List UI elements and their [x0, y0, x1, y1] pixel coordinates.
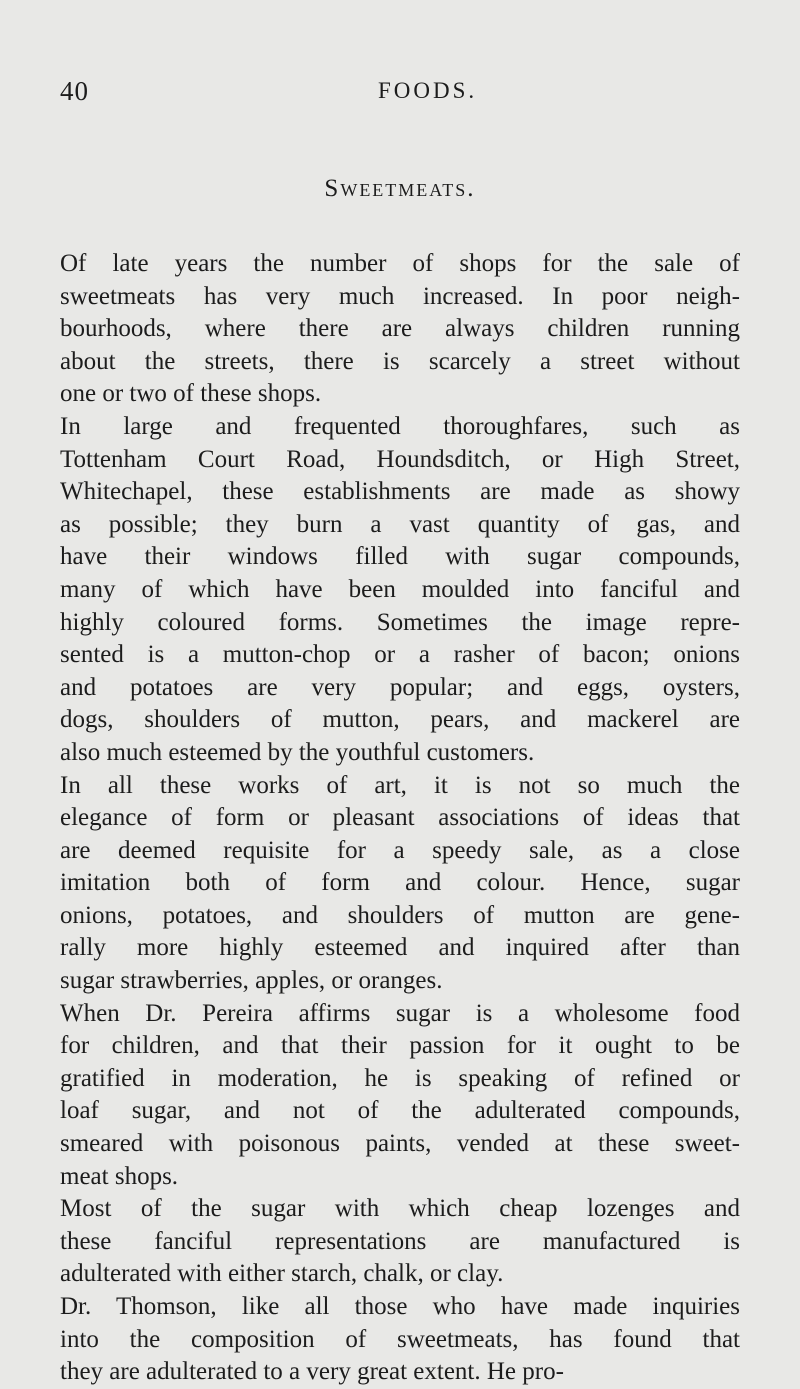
text-line: Most of the sugar with which cheap lozenges and — [60, 1195, 740, 1223]
text-line: adulterated with either starch, chalk, or clay. — [60, 1260, 504, 1288]
text-line: they are adulterated to a very great extent. He pro- — [60, 1358, 564, 1386]
paragraph — [60, 1193, 740, 1291]
text-line: gratified in moderation, he is speaking of refined or — [60, 1064, 740, 1092]
text-line: loaf sugar, and not of the adulterated compounds, — [60, 1097, 740, 1125]
text-line: elegance of form or pleasant associations of ideas that — [60, 804, 740, 832]
text-line: highly coloured forms. Sometimes the image repre- — [60, 608, 740, 636]
text-line: dogs, shoulders of mutton, pears, and mackerel are — [60, 706, 740, 734]
text-line: into the composition of sweetmeats, has found that — [60, 1325, 740, 1353]
paragraph — [60, 248, 740, 411]
page-number: 40 — [60, 76, 89, 106]
text-line: sented is a mutton-chop or a rasher of bacon; onions — [60, 641, 740, 669]
paragraph — [60, 770, 740, 998]
text-line: Tottenham Court Road, Houndsditch, or High Street, — [60, 445, 740, 473]
text-line: smeared with poisonous paints, vended at these sweet- — [60, 1130, 740, 1158]
text-line: sweetmeats has very much increased. In poor neigh- — [60, 282, 740, 310]
section-title: Sweetmeats. — [324, 175, 476, 202]
text-line: one or two of these shops. — [60, 380, 322, 408]
paragraph — [60, 411, 740, 770]
paragraph — [60, 1291, 740, 1389]
text-line: When Dr. Pereira affirms sugar is a wholesome food — [60, 999, 740, 1027]
text-line: and potatoes are very popular; and eggs, oysters, — [60, 673, 740, 701]
paragraph — [60, 998, 740, 1194]
text-line: In large and frequented thoroughfares, such as — [60, 412, 740, 440]
text-line: Whitechapel, these establishments are made as showy — [60, 478, 740, 506]
body-text — [60, 248, 740, 1389]
text-line: In all these works of art, it is not so much the — [60, 771, 740, 799]
text-line: bourhoods, where there are always children running — [60, 315, 740, 343]
text-line: meat shops. — [60, 1162, 179, 1190]
text-line: these fanciful representations are manufactured is — [60, 1227, 740, 1255]
text-line: about the streets, there is scarcely a street without — [60, 347, 740, 375]
text-line: many of which have been moulded into fanciful and — [60, 575, 740, 603]
text-line: Dr. Thomson, like all those who have made inquiries — [60, 1293, 740, 1320]
text-line: onions, potatoes, and shoulders of mutton are gene- — [60, 901, 740, 929]
text-line: Of late years the number of shops for the sale of — [60, 250, 740, 277]
text-line: imitation both of form and colour. Hence, sugar — [60, 869, 740, 897]
text-line: as possible; they burn a vast quantity of gas, and — [60, 510, 740, 538]
running-head — [60, 76, 740, 116]
text-line: rally more highly esteemed and inquired after than — [60, 934, 740, 962]
text-line: have their windows filled with sugar compounds, — [60, 543, 740, 571]
text-line: for children, and that their passion for it ought to be — [60, 1032, 740, 1060]
text-line: also much esteemed by the youthful customers. — [60, 738, 535, 766]
text-line: are deemed requisite for a speedy sale, as a close — [60, 836, 740, 864]
text-line: sugar strawberries, apples, or oranges. — [60, 967, 443, 995]
running-title: FOODS. — [378, 78, 478, 103]
